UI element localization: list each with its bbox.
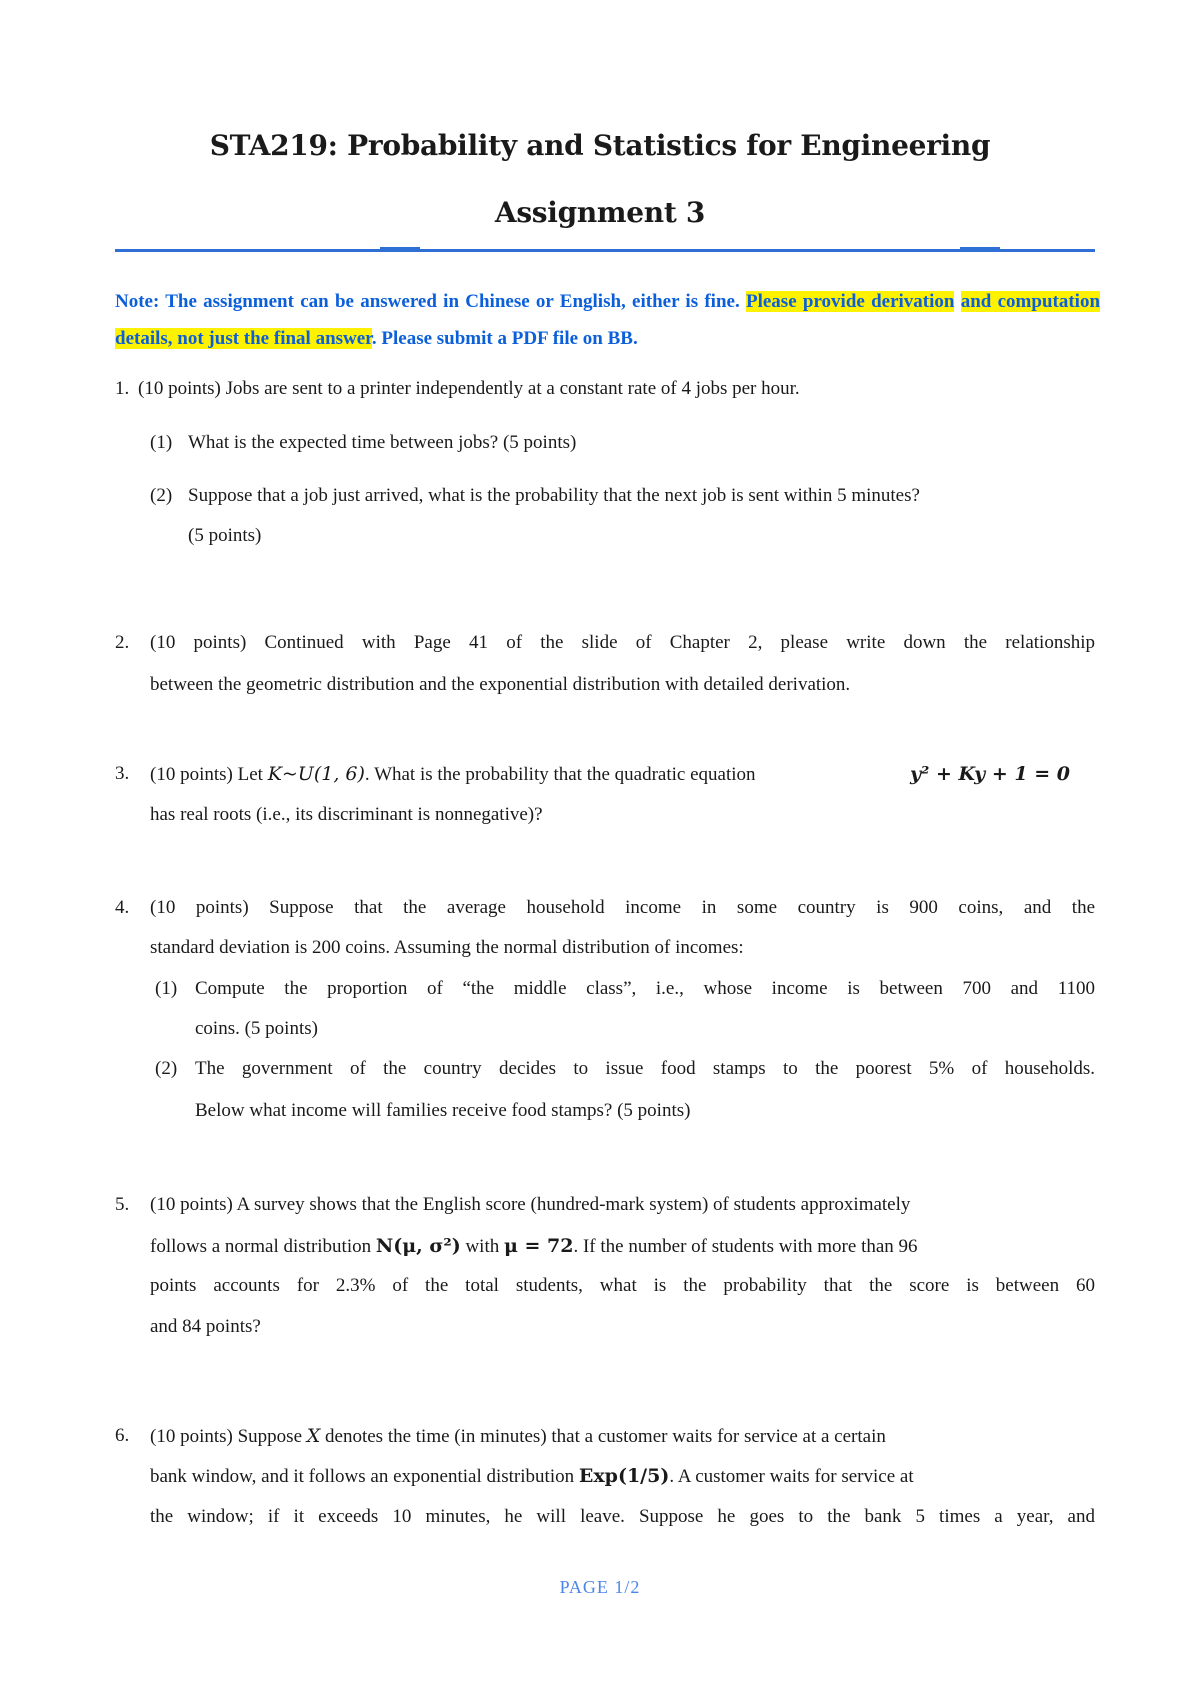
math-exp-distribution: Exp(1/5): [578, 1465, 670, 1487]
question-4-sub-1: Compute the proportion of “the middle class”, i.e., whose income is between 700 and 1100: [195, 978, 1095, 999]
question-1-sub-2: Suppose that a job just arrived, what is the probability that the next job is sent within 5 minutes?: [188, 485, 920, 506]
question-5-text: (10 points) A survey shows that the English score (hundred-mark system) of students approximately: [150, 1194, 911, 1215]
q5-text: with: [465, 1236, 500, 1257]
question-number: 1.: [115, 378, 130, 399]
question-1-text: (10 points) Jobs are sent to a printer independently at a constant rate of 4 jobs per hour.: [138, 378, 800, 399]
question-number: 5.: [115, 1194, 130, 1215]
q3-text: . What is the probability that the quadratic equation: [364, 764, 756, 785]
note-highlight: Please provide derivation: [745, 291, 955, 312]
q6-text: . A customer waits for service at: [669, 1466, 914, 1487]
note-highlight: and computation details, not just the final answer: [115, 291, 1101, 349]
question-2-text-cont: between the geometric distribution and the exponential distribution with detailed derivation.: [150, 674, 851, 695]
question-4-text: (10 points) Suppose that the average household income in some country is 900 coins, and the: [150, 897, 1095, 918]
question-4-sub-2: The government of the country decides to issue food stamps to the poorest 5% of households.: [195, 1058, 1095, 1079]
math-quadratic: [910, 762, 1070, 787]
math-quadratic-text: y² + Ky + 1 = 0: [910, 763, 1070, 785]
question-2-text: (10 points) Continued with Page 41 of the slide of Chapter 2, please write down the relationship: [150, 632, 1095, 653]
divider-accent: [380, 247, 420, 252]
subquestion-number: (2): [150, 485, 173, 506]
assignment-title: Assignment 3: [494, 196, 706, 229]
question-6-text: [150, 1424, 886, 1449]
q6-text: (10 points) Suppose: [150, 1426, 302, 1447]
subquestion-number: (1): [155, 978, 178, 999]
math-mu-value: μ = 72: [503, 1235, 574, 1257]
math-normal-distribution: N(μ, σ²): [375, 1235, 461, 1257]
question-5-text-line2: [150, 1234, 918, 1259]
question-4-sub-2-cont: Below what income will families receive food stamps? (5 points): [195, 1100, 691, 1121]
note-text: . Please submit a PDF file on BB.: [371, 328, 638, 349]
question-3-text-cont: has real roots (i.e., its discriminant is nonnegative)?: [150, 804, 543, 825]
math-k-distribution: K~U(1, 6): [267, 763, 365, 785]
question-4-sub-1-cont: coins. (5 points): [195, 1018, 318, 1039]
q5-text: follows a normal distribution: [150, 1236, 372, 1257]
question-3-text: [150, 762, 756, 787]
assignment-note: [115, 283, 1100, 357]
subquestion-number: (2): [155, 1058, 178, 1079]
question-6-text-line3: the window; if it exceeds 10 minutes, he will leave. Suppose he goes to the bank 5 times a year, and: [150, 1506, 1095, 1527]
course-title: STA219: Probability and Statistics for Engineering: [209, 129, 991, 162]
question-5-text-line4: and 84 points?: [150, 1316, 261, 1337]
divider-accent: [960, 247, 1000, 252]
question-5-text-line3: points accounts for 2.3% of the total students, what is the probability that the score is between 60: [150, 1275, 1095, 1296]
q5-text: . If the number of students with more than 96: [573, 1236, 918, 1257]
q3-text: (10 points) Let: [150, 764, 263, 785]
question-1-sub-2-cont: (5 points): [188, 525, 262, 546]
title-divider: [115, 249, 1095, 252]
question-number: 2.: [115, 632, 130, 653]
question-number: 3.: [115, 763, 130, 784]
question-4-text-cont: standard deviation is 200 coins. Assuming the normal distribution of incomes:: [150, 937, 744, 958]
question-number: 6.: [115, 1425, 130, 1446]
question-1-sub-1: What is the expected time between jobs? (5 points): [188, 432, 577, 453]
page-number: PAGE 1/2: [559, 1577, 641, 1597]
q6-text: bank window, and it follows an exponential distribution: [150, 1466, 575, 1487]
math-x-variable: X: [306, 1425, 321, 1447]
subquestion-number: (1): [150, 432, 173, 453]
question-number: 4.: [115, 897, 130, 918]
q6-text: denotes the time (in minutes) that a customer waits for service at a certain: [325, 1426, 886, 1447]
note-text: Note: The assignment can be answered in Chinese or English, either is fine.: [115, 291, 740, 312]
question-6-text-line2: [150, 1464, 914, 1489]
